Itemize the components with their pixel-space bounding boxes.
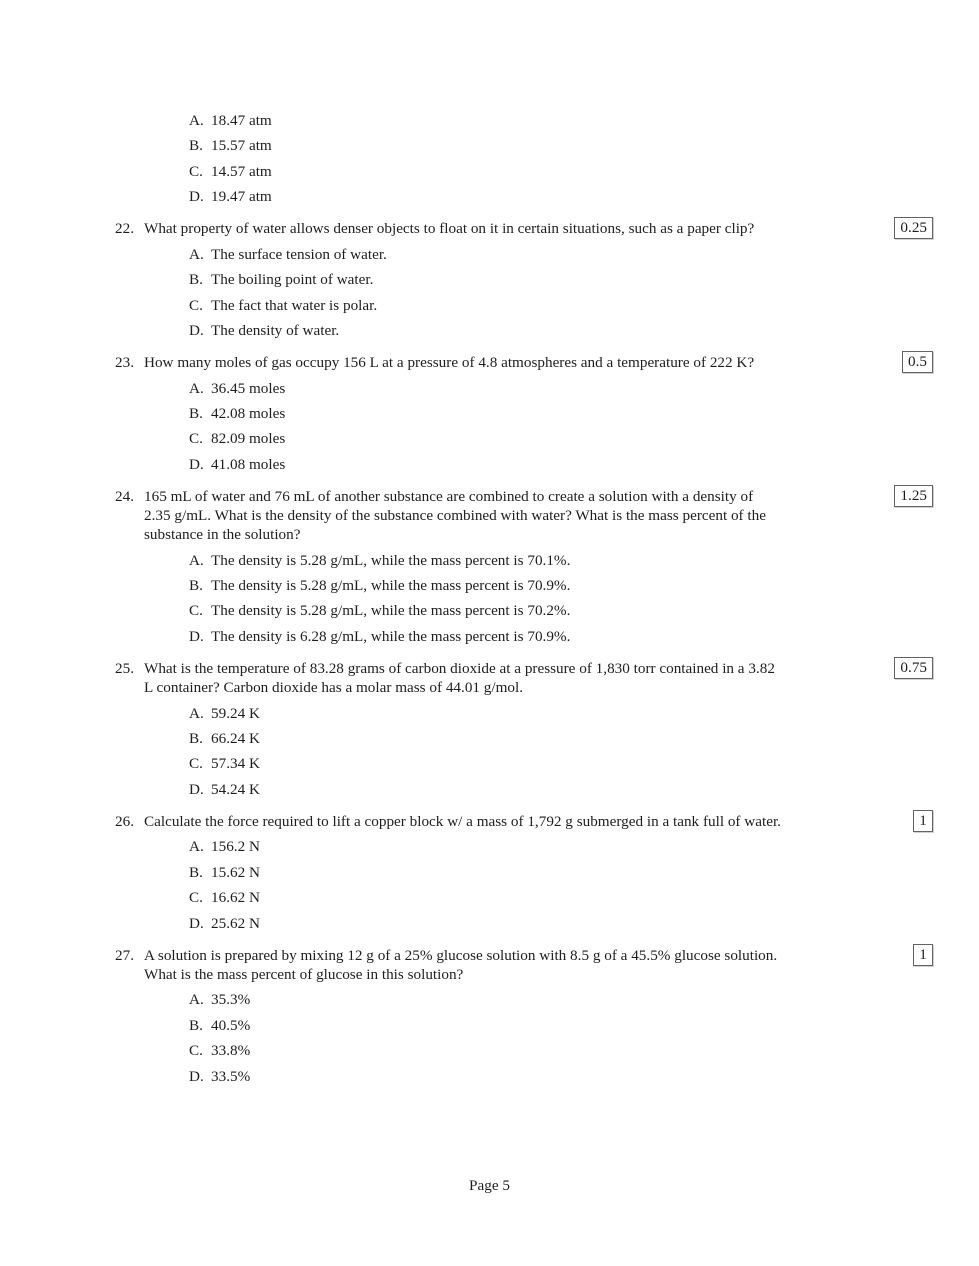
option-text: 15.57 atm	[211, 137, 272, 155]
question-text	[144, 219, 862, 238]
option-letter: B.	[189, 137, 203, 155]
option-letter: C.	[189, 1042, 203, 1060]
answer-option	[115, 321, 862, 340]
option-text: 66.24 K	[211, 730, 260, 748]
option-text: 19.47 atm	[211, 188, 272, 206]
option-letter: A.	[189, 551, 204, 569]
option-text: 57.34 K	[211, 755, 260, 773]
answer-option	[115, 1041, 862, 1060]
answer-option	[115, 837, 862, 856]
option-text: 82.09 moles	[211, 430, 286, 448]
points-box: 1	[913, 944, 933, 966]
points-box: 0.25	[894, 217, 933, 239]
answer-option	[115, 888, 862, 907]
answer-option	[115, 704, 862, 723]
question-number: 24.	[115, 487, 134, 505]
answer-option	[115, 245, 862, 264]
question-text	[144, 946, 862, 984]
options-list	[115, 245, 933, 340]
question-block	[115, 812, 933, 933]
answer-option	[115, 162, 862, 181]
option-text: 33.8%	[211, 1042, 251, 1060]
option-letter: A.	[189, 245, 204, 263]
question-number: 27.	[115, 946, 134, 964]
options-list	[115, 379, 933, 474]
question-row	[115, 487, 862, 545]
option-text: The fact that water is polar.	[211, 296, 378, 314]
option-text: 156.2 N	[211, 838, 260, 856]
option-letter: D.	[189, 914, 204, 932]
question-text-line: 165 mL of water and 76 mL of another substance are combined to create a solution with a density of	[144, 487, 754, 505]
answer-option	[115, 455, 862, 474]
option-text: 15.62 N	[211, 863, 260, 881]
answer-option	[115, 379, 862, 398]
answer-option	[115, 296, 862, 315]
option-letter: B.	[189, 730, 203, 748]
answer-option	[115, 990, 862, 1009]
answer-option	[115, 627, 862, 646]
question-row	[115, 219, 862, 238]
option-letter: C.	[189, 296, 203, 314]
question-text-line: substance in the solution?	[144, 526, 301, 544]
answer-option	[115, 404, 862, 423]
answer-option	[115, 429, 862, 448]
question-text-line: What is the mass percent of glucose in this solution?	[144, 966, 464, 984]
option-text: 36.45 moles	[211, 379, 286, 397]
question-text	[144, 487, 862, 545]
option-letter: A.	[189, 991, 204, 1009]
question-block	[115, 353, 933, 474]
answer-option	[115, 914, 862, 933]
option-letter: C.	[189, 755, 203, 773]
answer-option	[115, 136, 862, 155]
points-box: 1	[913, 810, 933, 832]
question-row	[115, 946, 862, 984]
option-text: The density is 5.28 g/mL, while the mass percent is 70.9%.	[211, 577, 571, 595]
option-letter: D.	[189, 1067, 204, 1085]
points-box: 1.25	[894, 485, 933, 507]
option-text: 40.5%	[211, 1016, 251, 1034]
option-text: 41.08 moles	[211, 455, 286, 473]
option-text: The density is 6.28 g/mL, while the mass percent is 70.9%.	[211, 627, 571, 645]
leading-options	[115, 111, 933, 206]
answer-option	[115, 754, 862, 773]
answer-option	[115, 780, 862, 799]
question-text-line: Calculate the force required to lift a copper block w/ a mass of 1,792 g submerged in a tank full of water.	[144, 813, 781, 831]
option-letter: C.	[189, 889, 203, 907]
answer-option	[115, 576, 862, 595]
question-row	[115, 353, 862, 372]
option-letter: B.	[189, 271, 203, 289]
option-text: The boiling point of water.	[211, 271, 374, 289]
option-letter: D.	[189, 455, 204, 473]
question-block	[115, 659, 933, 799]
options-list	[115, 704, 933, 799]
question-text-line: L container? Carbon dioxide has a molar mass of 44.01 g/mol.	[144, 679, 524, 697]
question-number: 23.	[115, 354, 134, 372]
option-text: The density is 5.28 g/mL, while the mass percent is 70.1%.	[211, 551, 571, 569]
option-letter: C.	[189, 162, 203, 180]
question-text	[144, 659, 862, 697]
answer-option	[115, 601, 862, 620]
question-row	[115, 812, 862, 831]
option-text: 33.5%	[211, 1067, 251, 1085]
option-letter: D.	[189, 780, 204, 798]
option-letter: A.	[189, 379, 204, 397]
question-block	[115, 487, 933, 646]
answer-option	[115, 863, 862, 882]
question-block	[115, 946, 933, 1086]
option-letter: B.	[189, 577, 203, 595]
questions-container	[115, 219, 933, 1085]
question-text-line: What is the temperature of 83.28 grams of carbon dioxide at a pressure of 1,830 torr contained in a 3.82	[144, 660, 775, 678]
answer-option	[115, 1016, 862, 1035]
question-text	[144, 812, 862, 831]
question-number: 22.	[115, 220, 134, 238]
answer-option	[115, 111, 862, 130]
answer-option	[115, 187, 862, 206]
option-text: 18.47 atm	[211, 112, 272, 129]
question-number: 26.	[115, 813, 134, 831]
option-text: 59.24 K	[211, 704, 260, 722]
option-letter: D.	[189, 188, 204, 206]
question-text-line: What property of water allows denser objects to float on it in certain situations, such as a paper clip?	[144, 220, 755, 238]
option-letter: B.	[189, 1016, 203, 1034]
question-number: 25.	[115, 660, 134, 678]
points-box: 0.5	[902, 351, 933, 373]
question-row	[115, 659, 862, 697]
options-list	[115, 551, 933, 646]
options-list	[115, 990, 933, 1085]
answer-option	[115, 1067, 862, 1086]
option-text: The density is 5.28 g/mL, while the mass percent is 70.2%.	[211, 602, 571, 620]
option-text: 54.24 K	[211, 780, 260, 798]
option-letter: D.	[189, 627, 204, 645]
option-letter: B.	[189, 863, 203, 881]
option-text: The surface tension of water.	[211, 245, 387, 263]
option-letter: A.	[189, 704, 204, 722]
option-letter: D.	[189, 321, 204, 339]
option-text: 35.3%	[211, 991, 251, 1009]
options-list	[115, 837, 933, 932]
option-letter: C.	[189, 602, 203, 620]
points-box: 0.75	[894, 657, 933, 679]
option-letter: C.	[189, 430, 203, 448]
answer-option	[115, 729, 862, 748]
option-text: 42.08 moles	[211, 404, 286, 422]
question-text-line: How many moles of gas occupy 156 L at a pressure of 4.8 atmospheres and a temperature of 222 K?	[144, 354, 755, 372]
question-text-line: 2.35 g/mL. What is the density of the substance combined with water? What is the mass percent of the	[144, 507, 766, 525]
option-letter: B.	[189, 404, 203, 422]
option-letter: A.	[189, 112, 204, 129]
exam-content	[115, 111, 933, 1086]
option-letter: A.	[189, 838, 204, 856]
option-text: 16.62 N	[211, 889, 260, 907]
question-text-line: A solution is prepared by mixing 12 g of a 25% glucose solution with 8.5 g of a 45.5% glucose solution.	[144, 946, 778, 964]
answer-option	[115, 270, 862, 289]
question-text	[144, 353, 862, 372]
option-text: The density of water.	[211, 321, 340, 339]
question-block	[115, 219, 933, 340]
page-footer: Page 5	[469, 1177, 510, 1194]
option-text: 14.57 atm	[211, 162, 272, 180]
answer-option	[115, 551, 862, 570]
option-text: 25.62 N	[211, 914, 260, 932]
